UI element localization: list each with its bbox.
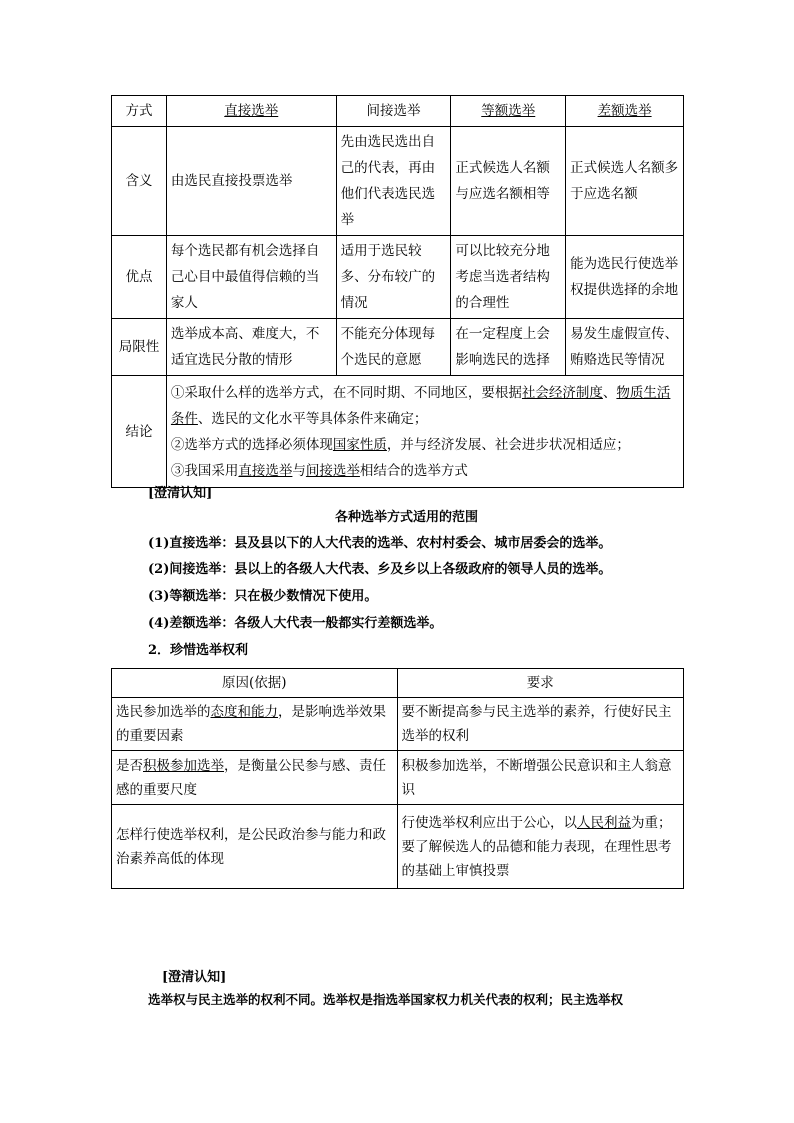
table-header-row bbox=[112, 96, 684, 127]
table-cell bbox=[112, 698, 398, 751]
header-competitive: 差额选举 bbox=[566, 96, 684, 127]
list-item: (1)直接选举：县及县以下的人大代表的选举、农村村委会、城市居委会的选举。 bbox=[148, 536, 612, 551]
list-item: (4)差额选举：各级人大代表一般都实行差额选举。 bbox=[148, 616, 443, 631]
text-span: ②选举方式的选择必须体现 bbox=[170, 436, 333, 453]
header-direct: 直接选举 bbox=[166, 96, 336, 127]
key-term: 国家性质 bbox=[332, 436, 387, 453]
text-span: ③我国采用 bbox=[170, 462, 239, 479]
table-header-row bbox=[112, 669, 684, 698]
table-row bbox=[112, 236, 684, 319]
table-cell: 不能充分体现每个选民的意愿 bbox=[336, 319, 451, 376]
header-indirect: 间接选举 bbox=[336, 96, 451, 127]
key-term: 物质生活条件 bbox=[170, 384, 671, 427]
conclusion-row bbox=[112, 376, 684, 488]
table-row bbox=[112, 127, 684, 236]
key-term: 积极参加选举 bbox=[143, 757, 224, 774]
list-item: (3)等额选举：只在极少数情况下使用。 bbox=[148, 589, 378, 604]
table-cell: 积极参加选举，不断增强公民意识和主人翁意识 bbox=[397, 751, 684, 805]
text-span: ，是影响选举效果的重要因素 bbox=[116, 704, 386, 744]
table-cell bbox=[397, 805, 684, 889]
election-methods-table bbox=[111, 95, 684, 488]
text-span: 为重；要了解候选人的品德和能力表现，在理性思考的基础上审慎投票 bbox=[401, 814, 672, 879]
text-span: ，是衡量公民参与感、责任感的重要尺度 bbox=[116, 757, 386, 798]
text-span: 选民参加选举的 bbox=[116, 704, 211, 720]
table-cell: 选举成本高、难度大，不适宜选民分散的情形 bbox=[166, 319, 336, 376]
text-span: 、选民的文化水平等具体条件来确定； bbox=[197, 410, 428, 427]
section-title: 2．珍惜选举权利 bbox=[148, 643, 249, 658]
table-row bbox=[112, 319, 684, 376]
table-row bbox=[112, 751, 684, 805]
row-label: 优点 bbox=[112, 236, 167, 319]
header-equal: 等额选举 bbox=[451, 96, 566, 127]
key-term: 直接选举 bbox=[238, 462, 293, 479]
key-term: 态度和能力 bbox=[210, 704, 278, 720]
table-cell: 每个选民都有机会选择自己心目中最值得信赖的当家人 bbox=[166, 236, 336, 319]
text-span: 与 bbox=[292, 462, 306, 479]
row-label: 结论 bbox=[112, 376, 167, 488]
text-span: 相结合的选举方式 bbox=[359, 462, 468, 479]
election-rights-table bbox=[111, 668, 684, 889]
table-cell: 正式候选人名额与应选名额相等 bbox=[451, 127, 566, 236]
table-cell: 可以比较充分地考虑当选者结构的合理性 bbox=[451, 236, 566, 319]
text-span: ，并与经济发展、社会进步状况相适应； bbox=[386, 436, 630, 453]
text-span: 是否 bbox=[116, 757, 143, 774]
table-cell: 怎样行使选举权利，是公民政治参与能力和政治素养高低的体现 bbox=[112, 805, 398, 889]
table-cell: 由选民直接投票选举 bbox=[166, 127, 336, 236]
header-method: 方式 bbox=[112, 96, 167, 127]
table-cell: 先由选民选出自己的代表，再由他们代表选民选举 bbox=[336, 127, 451, 236]
key-term: 人民利益 bbox=[577, 814, 631, 831]
table-cell bbox=[112, 751, 398, 805]
table-cell: 能为选民行使选举权提供选择的余地 bbox=[566, 236, 684, 319]
row-label: 含义 bbox=[112, 127, 167, 236]
conclusion-text bbox=[166, 376, 683, 488]
clarify-tag: [澄清认知] bbox=[162, 970, 227, 985]
clarify-tag: [澄清认知] bbox=[148, 486, 213, 501]
header-requirement: 要求 bbox=[397, 669, 684, 698]
header-reason: 原因(依据) bbox=[112, 669, 398, 698]
list-item: (2)间接选举：县以上的各级人大代表、乡及乡以上各级政府的领导人员的选举。 bbox=[148, 562, 612, 577]
table-row bbox=[112, 805, 684, 889]
text-span: 行使选举权利应出于公心，以 bbox=[401, 814, 577, 831]
key-term: 社会经济制度 bbox=[521, 384, 603, 401]
table-cell: 正式候选人名额多于应选名额 bbox=[566, 127, 684, 236]
table-cell: 易发生虚假宣传、贿赂选民等情况 bbox=[566, 319, 684, 376]
row-label: 局限性 bbox=[112, 319, 167, 376]
clarify-title: 各种选举方式适用的范围 bbox=[335, 510, 479, 525]
text-span: ①采取什么样的选举方式，在不同时期、不同地区，要根据 bbox=[170, 384, 522, 401]
key-term: 间接选举 bbox=[305, 462, 360, 479]
table-cell: 要不断提高参与民主选举的素养，行使好民主选举的权利 bbox=[397, 698, 684, 751]
table-cell: 在一定程度上会影响选民的选择 bbox=[451, 319, 566, 376]
text-span: 、 bbox=[602, 384, 617, 401]
table-cell: 适用于选民较多、分布较广的情况 bbox=[336, 236, 451, 319]
table-row bbox=[112, 698, 684, 751]
clarify-text: 选举权与民主选举的权利不同。选举权是指选举国家权力机关代表的权利；民主选举权 bbox=[148, 992, 624, 1007]
